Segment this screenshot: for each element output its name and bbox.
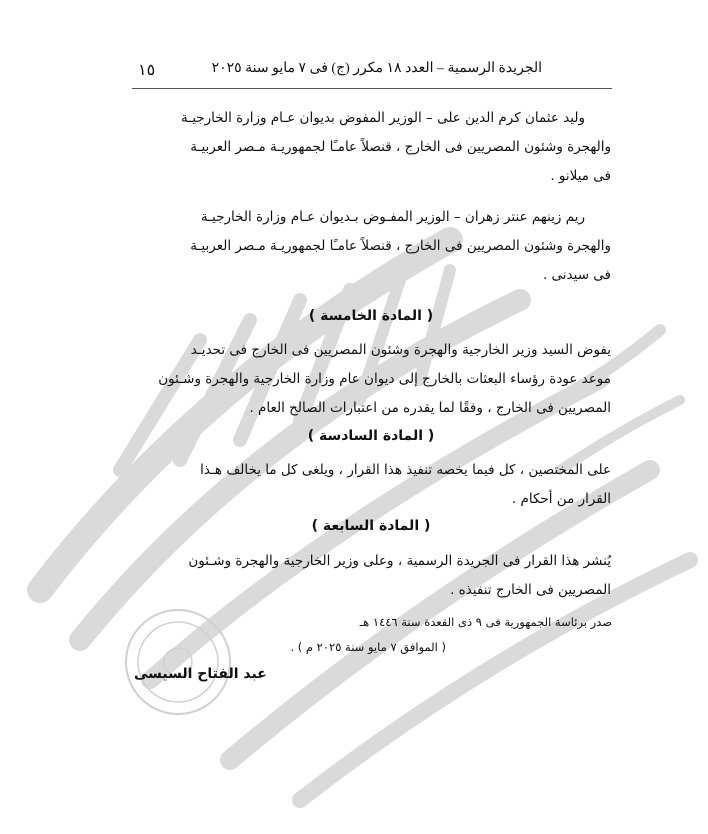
text-line: فى ميلانو . [550,168,611,184]
text-line: المصريين فى الخارج تنفيذه . [450,582,611,598]
paragraph-appointment-milan [131,104,611,191]
issue-date-gregorian: ( الموافق ٧ مايو سنة ٢٠٢٥ م ) . [290,640,446,654]
text-line: وليد عثمان كرم الدين على – الوزير المفوض بديوان عـام وزارة الخارجيـة [181,110,585,126]
heading-article-5: ( المادة الخامسة ) [308,308,434,324]
president-signature: عبد الفتاح السيسى [134,666,267,682]
text-line: فى سيدنى . [542,267,611,283]
text-line: على المختصين ، كل فيما يخصه تنفيذ هذا القرار ، ويلغى كل ما يخالف هـذا [200,462,611,478]
paragraph-appointment-sydney [131,203,611,290]
page-header [130,60,542,84]
text-line: موعد عودة رؤساء البعثات بالخارج إلى ديوان عام وزارة الخارجية والهجرة وشـئون [158,371,611,387]
gazette-title: الجريدة الرسمية – العدد ١٨ مكرر (ج) فى ٧ مايو سنة ٢٠٢٥ [211,61,542,76]
header-divider [132,88,612,89]
page-number: ١٥ [138,62,156,79]
paragraph-article-6 [131,456,611,514]
text-line: يفوض السيد وزير الخارجية والهجرة وشئون المصريين فى الخارج فى تحديـد [190,342,611,358]
text-line: ريم زينهم عنتر زهران – الوزير المفـوض بـديوان عـام وزارة الخارجيـة [200,209,585,225]
text-line: القرار من أحكام . [511,491,611,507]
text-line: المصريين فى الخارج ، وفقًا لما يقدره من اعتبارات الصالح العام . [249,400,611,416]
issue-date-hijri: صدر برئاسة الجمهورية فى ٩ ذى القعدة سنة ١٤٤٦ هـ [359,615,612,629]
text-line: والهجرة وشئون المصريين فى الخارج ، قنصلاً عامـًا لجمهوريـة مـصر العربيـة [190,139,611,155]
text-line: يُنشر هذا القرار فى الجريدة الرسمية ، وعلى وزير الخارجية والهجرة وشـئون [188,553,611,569]
heading-article-7: ( المادة السابعة ) [311,518,431,534]
paragraph-article-7 [131,547,611,605]
heading-article-6: ( المادة السادسة ) [307,428,435,444]
text-line: والهجرة وشئون المصريين فى الخارج ، قنصلاً عامـًا لجمهوريـة مـصر العربيـة [190,238,611,254]
paragraph-article-5 [131,336,611,423]
